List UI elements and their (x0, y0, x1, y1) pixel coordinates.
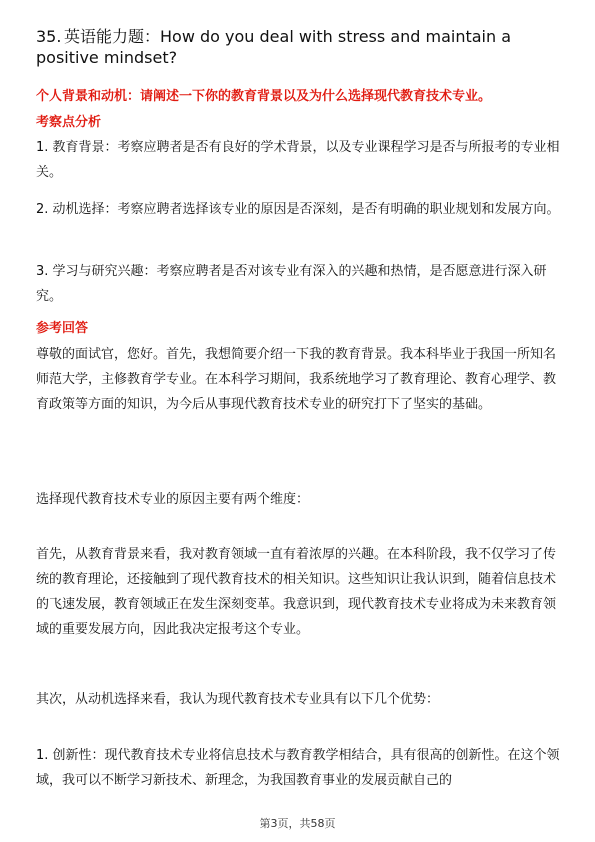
question-title (36, 26, 566, 68)
prompt-line: 个人背景和动机：请阐述一下你的教育背景以及为什么选择现代教育技术专业。 (36, 89, 492, 104)
question-number: 35. (36, 27, 62, 46)
answer-paragraph-1: 尊敬的面试官，您好。首先，我想简要介绍一下我的教育背景。我本科毕业于我国一所知名师范大学，主修教育学专业。在本科学习期间，我系统地学习了教育理论、教育心理学、教育政策等方面的知识，为今后从事现代教育技术专业的研究打下了坚实的基础。 (36, 347, 557, 412)
page-footer: 第3页，共58页 (259, 817, 336, 830)
answer-heading: 参考回答 (36, 321, 89, 336)
answer-paragraph-2: 选择现代教育技术专业的原因主要有两个维度： (36, 492, 310, 507)
analysis-item-2: 2. 动机选择：考察应聘者选择该专业的原因是否深刻，是否有明确的职业规划和发展方向。 (36, 202, 560, 217)
analysis-heading: 考察点分析 (36, 115, 102, 130)
analysis-item-3: 3. 学习与研究兴趣：考察应聘者是否对该专业有深入的兴趣和热情，是否愿意进行深入研究。 (36, 264, 547, 304)
answer-paragraph-5: 1. 创新性：现代教育技术专业将信息技术与教育教学相结合，具有很高的创新性。在这个领域，我可以不断学习新技术、新理念，为我国教育事业的发展贡献自己的 (36, 748, 560, 788)
answer-paragraph-4: 其次，从动机选择来看，我认为现代教育技术专业具有以下几个优势： (36, 692, 440, 707)
analysis-item-1: 1. 教育背景：考察应聘者是否有良好的学术背景，以及专业课程学习是否与所报考的专业相关。 (36, 140, 560, 180)
question-text: 英语能力题：How do you deal with stress and maintain a positive mindset? (36, 27, 512, 67)
answer-paragraph-3: 首先，从教育背景来看，我对教育领域一直有着浓厚的兴趣。在本科阶段，我不仅学习了传统的教育理论，还接触到了现代教育技术的相关知识。这些知识让我认识到，随着信息技术的飞速发展，教育领域正在发生深刻变革。我意识到，现代教育技术专业将成为未来教育领域的重要发展方向，因此我决定报考这个专业。 (36, 547, 557, 637)
